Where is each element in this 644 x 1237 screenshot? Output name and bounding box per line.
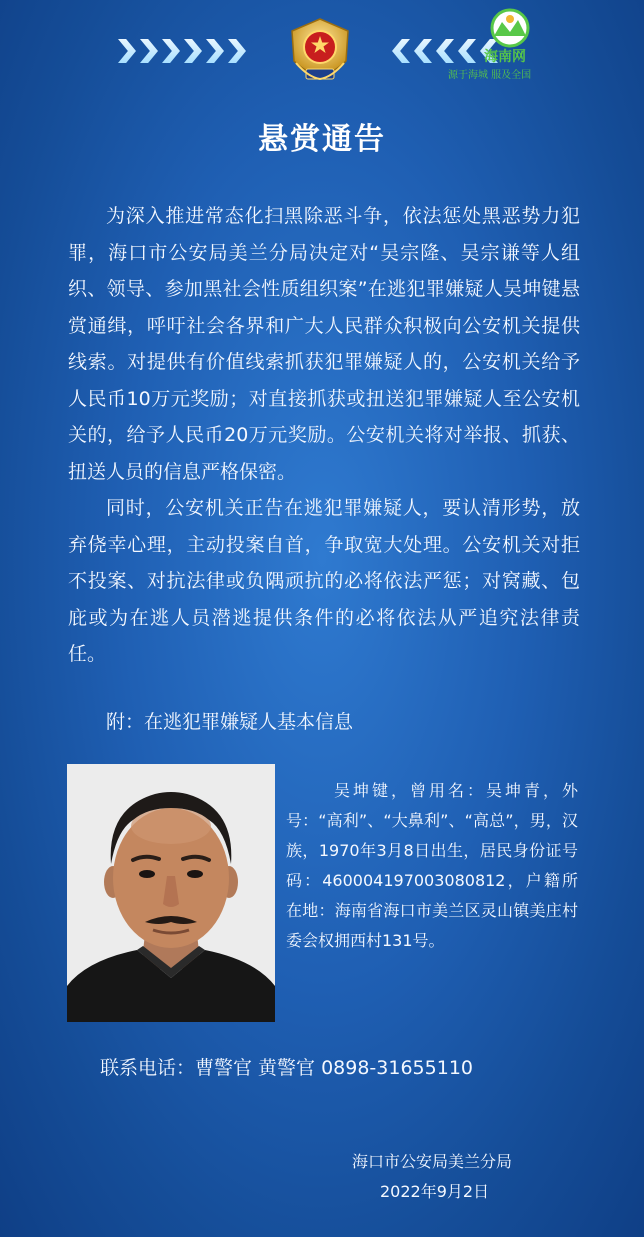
header: [0, 0, 644, 100]
brand-logo: [446, 6, 574, 82]
chevron-right-icon: [206, 39, 224, 63]
contact-phone: 联系电话：曹警官 黄警官 0898-31655110: [100, 1057, 473, 1079]
brand-logo-icon: [484, 8, 536, 48]
chevron-right-icon: [140, 39, 158, 63]
police-emblem-icon: [288, 17, 352, 89]
notice-paragraph: 同时，公安机关正告在逃犯罪嫌疑人，要认清形势，放弃侥幸心理，主动投案自首，争取宽大处理。公安机关对拒不投案、对抗法律或负隅顽抗的必将依法严惩；对窝藏、包庇或为在逃人员潜逃提供条件的必将依法从严追究法律责任。: [68, 497, 580, 665]
notice-body: [68, 198, 580, 673]
page-title: 悬赏通告: [258, 122, 386, 157]
chevron-right-icon: [228, 39, 246, 63]
appendix-heading: 附：在逃犯罪嫌疑人基本信息: [106, 711, 354, 733]
suspect-info: [286, 776, 578, 956]
suspect-info-text: 吴坤键，曾用名：吴坤青，外号：“高利”、“大鼻利”、“高总”，男，汉族，1970年3月8日出生，居民身份证号码：460004197003080812，户籍所在地：海南省海口市美兰区灵山镇美庄村委会权拥西村131号。: [286, 781, 578, 950]
chevron-right-icon: [184, 39, 202, 63]
brand-slogan: 源于海城 服及全国: [448, 70, 532, 81]
signature-date: 2022年9月2日: [380, 1182, 490, 1201]
suspect-portrait-photo: [67, 764, 275, 1022]
chevron-right-icon: [118, 39, 136, 63]
chevron-left-icon: [414, 39, 432, 63]
brand-name: 海南网: [484, 49, 526, 65]
suspect-portrait-icon: [67, 764, 275, 1022]
notice-paragraph: 为深入推进常态化扫黑除恶斗争，依法惩处黑恶势力犯罪，海口市公安局美兰分局决定对“吴宗隆、吴宗谦等人组织、领导、参加黑社会性质组织案”在逃犯罪嫌疑人吴坤键悬赏通缉，呼吁社会各界和广大人民群众积极向公安机关提供线索。对提供有价值线索抓获犯罪嫌疑人的，公安机关给予人民币10万元奖励；对直接抓获或扭送犯罪嫌疑人至公安机关的，给予人民币20万元奖励。公安机关将对举报、抓获、扭送人员的信息严格保密。: [68, 205, 580, 483]
chevron-left-icon: [392, 39, 410, 63]
left-chevrons: [118, 39, 246, 63]
signature-org: 海口市公安局美兰分局: [352, 1152, 513, 1171]
chevron-right-icon: [162, 39, 180, 63]
